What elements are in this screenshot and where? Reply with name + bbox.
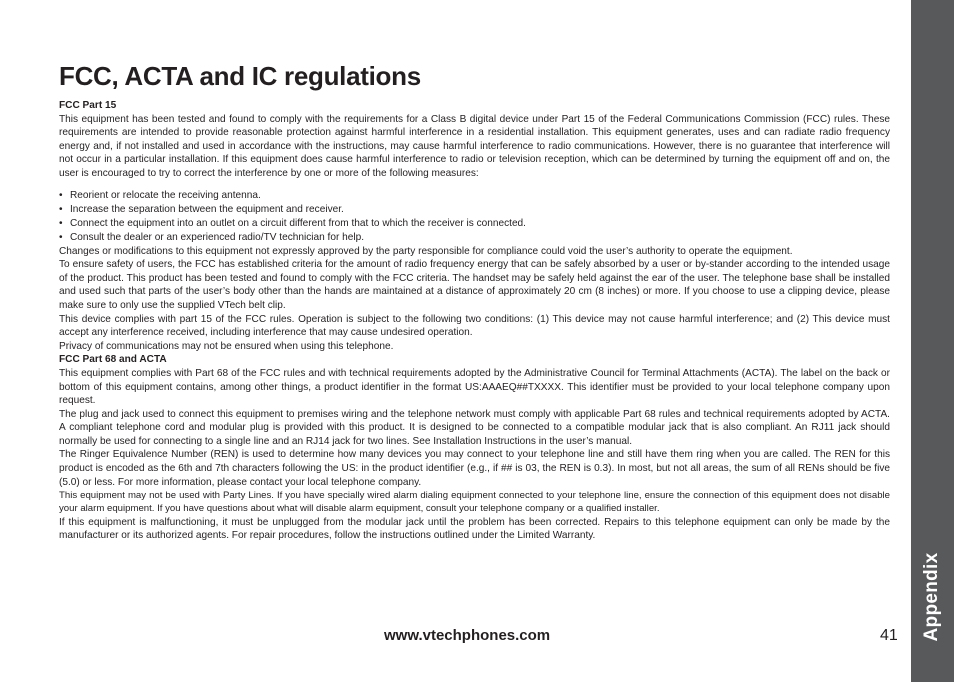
page-title: FCC, ACTA and IC regulations (59, 61, 421, 91)
side-tab-label: Appendix (921, 552, 942, 642)
changes-paragraph: Changes or modifications to this equipment not expressly approved by the party responsible for compliance could void the user’s authority to operate the equipment. (59, 245, 793, 257)
page-number: 41 (880, 627, 898, 644)
bullet-icon: • (59, 189, 63, 201)
conditions-paragraph: This device complies with part 15 of the FCC rules. Operation is subject to the following two conditions: (1) This device may not cause harmful interference; and (2) This device must accept any interference received, including interference that may cause undesired operation. (59, 313, 890, 339)
list-item (59, 189, 890, 203)
interference-measures-list (59, 189, 890, 245)
part68-paragraph-5: If this equipment is malfunctioning, it must be unplugged from the modular jack until the problem has been corrected. Repairs to this telephone equipment can only be made by the manufacturer or its authorized agents. For repair procedures, follow the instructions outlined under the Limited Warranty. (59, 516, 890, 542)
list-item-text: Connect the equipment into an outlet on a circuit different from that to which the receiver is connected. (70, 217, 526, 229)
part68-paragraph-2: The plug and jack used to connect this equipment to premises wiring and the telephone network must comply with applicable Part 68 rules and technical requirements adopted by ACTA. A compliant telephone cord and modular plug is provided with this product. It is designed to be connected to a compatible modular jack that is also compliant. An RJ11 jack should normally be used for connecting to a single line and an RJ14 jack for two lines. See Installation Instructions in the user’s manual. (59, 408, 890, 447)
list-item-text: Consult the dealer or an experienced radio/TV technician for help. (70, 231, 365, 243)
list-item-text: Increase the separation between the equipment and receiver. (70, 203, 344, 215)
part68-paragraph-3: The Ringer Equivalence Number (REN) is used to determine how many devices you may connect to your telephone line and still have them ring when you are called. The REN for this product is encoded as the 6th and 7th characters following the US: in the product identifier (e.g., if ## is 03, the REN is 0.3). In most, but not all areas, the sum of all RENs should be five (5.0) or less. For more information, please contact your local telephone company. (59, 449, 890, 488)
part15-intro-paragraph: This equipment has been tested and found to comply with the requirements for a Class B digital device under Part 15 of the Federal Communications Commission (FCC) rules. These requirements are intended to provide reasonable protection against harmful interference in a residential installation. This equipment generates, uses and can radiate radio frequency energy and, if not installed and used in accordance with the instructions, may cause harmful interference to radio communications. However, there is no guarantee that interference will not occur in a particular installation. If this equipment does cause harmful interference to radio or television reception, which can be determined by turning the equipment off and on, the user is encouraged to try to correct the interference by one or more of the following measures: (59, 113, 890, 179)
section-heading-fcc-part-15: FCC Part 15 (59, 100, 117, 111)
bullet-icon: • (59, 231, 63, 243)
bullet-icon: • (59, 217, 63, 229)
part68-paragraph-4: This equipment may not be used with Party Lines. If you have specially wired alarm dialing equipment connected to your telephone line, ensure the connection of this equipment does not disable your alarm equipment. If you have questions about what will disable alarm equipment, consult your telephone company or a qualified installer. (59, 490, 890, 515)
list-item-text: Reorient or relocate the receiving antenna. (70, 189, 261, 201)
footer-website-url: www.vtechphones.com (384, 627, 551, 644)
bullet-icon: • (59, 203, 63, 215)
list-item (59, 231, 890, 245)
list-item (59, 203, 890, 217)
safety-paragraph: To ensure safety of users, the FCC has established criteria for the amount of radio frequency energy that can be safely absorbed by a user or by-stander according to the intended usage of the product. This product has been tested and found to comply with the FCC criteria. The handset may be safely held against the ear of the user. The telephone base shall be installed and used such that parts of the user’s body other than the hands are maintained at a distance of approximately 20 cm (8 inches) or more. If you choose to use a clipping device, please make sure to only use the supplied VTech belt clip. (59, 259, 890, 311)
privacy-paragraph: Privacy of communications may not be ensured when using this telephone. (59, 340, 394, 352)
regulations-content (59, 99, 890, 543)
section-heading-fcc-part-68: FCC Part 68 and ACTA (59, 354, 167, 366)
list-item (59, 217, 890, 231)
part68-paragraph-1: This equipment complies with Part 68 of the FCC rules and with technical requirements adopted by the Administrative Council for Terminal Attachments (ACTA). The label on the back or bottom of this equipment contains, among other things, a product identifier in the format US:AAAEQ##TXXXX. This identifier must be provided to your local telephone company upon request. (59, 367, 890, 407)
